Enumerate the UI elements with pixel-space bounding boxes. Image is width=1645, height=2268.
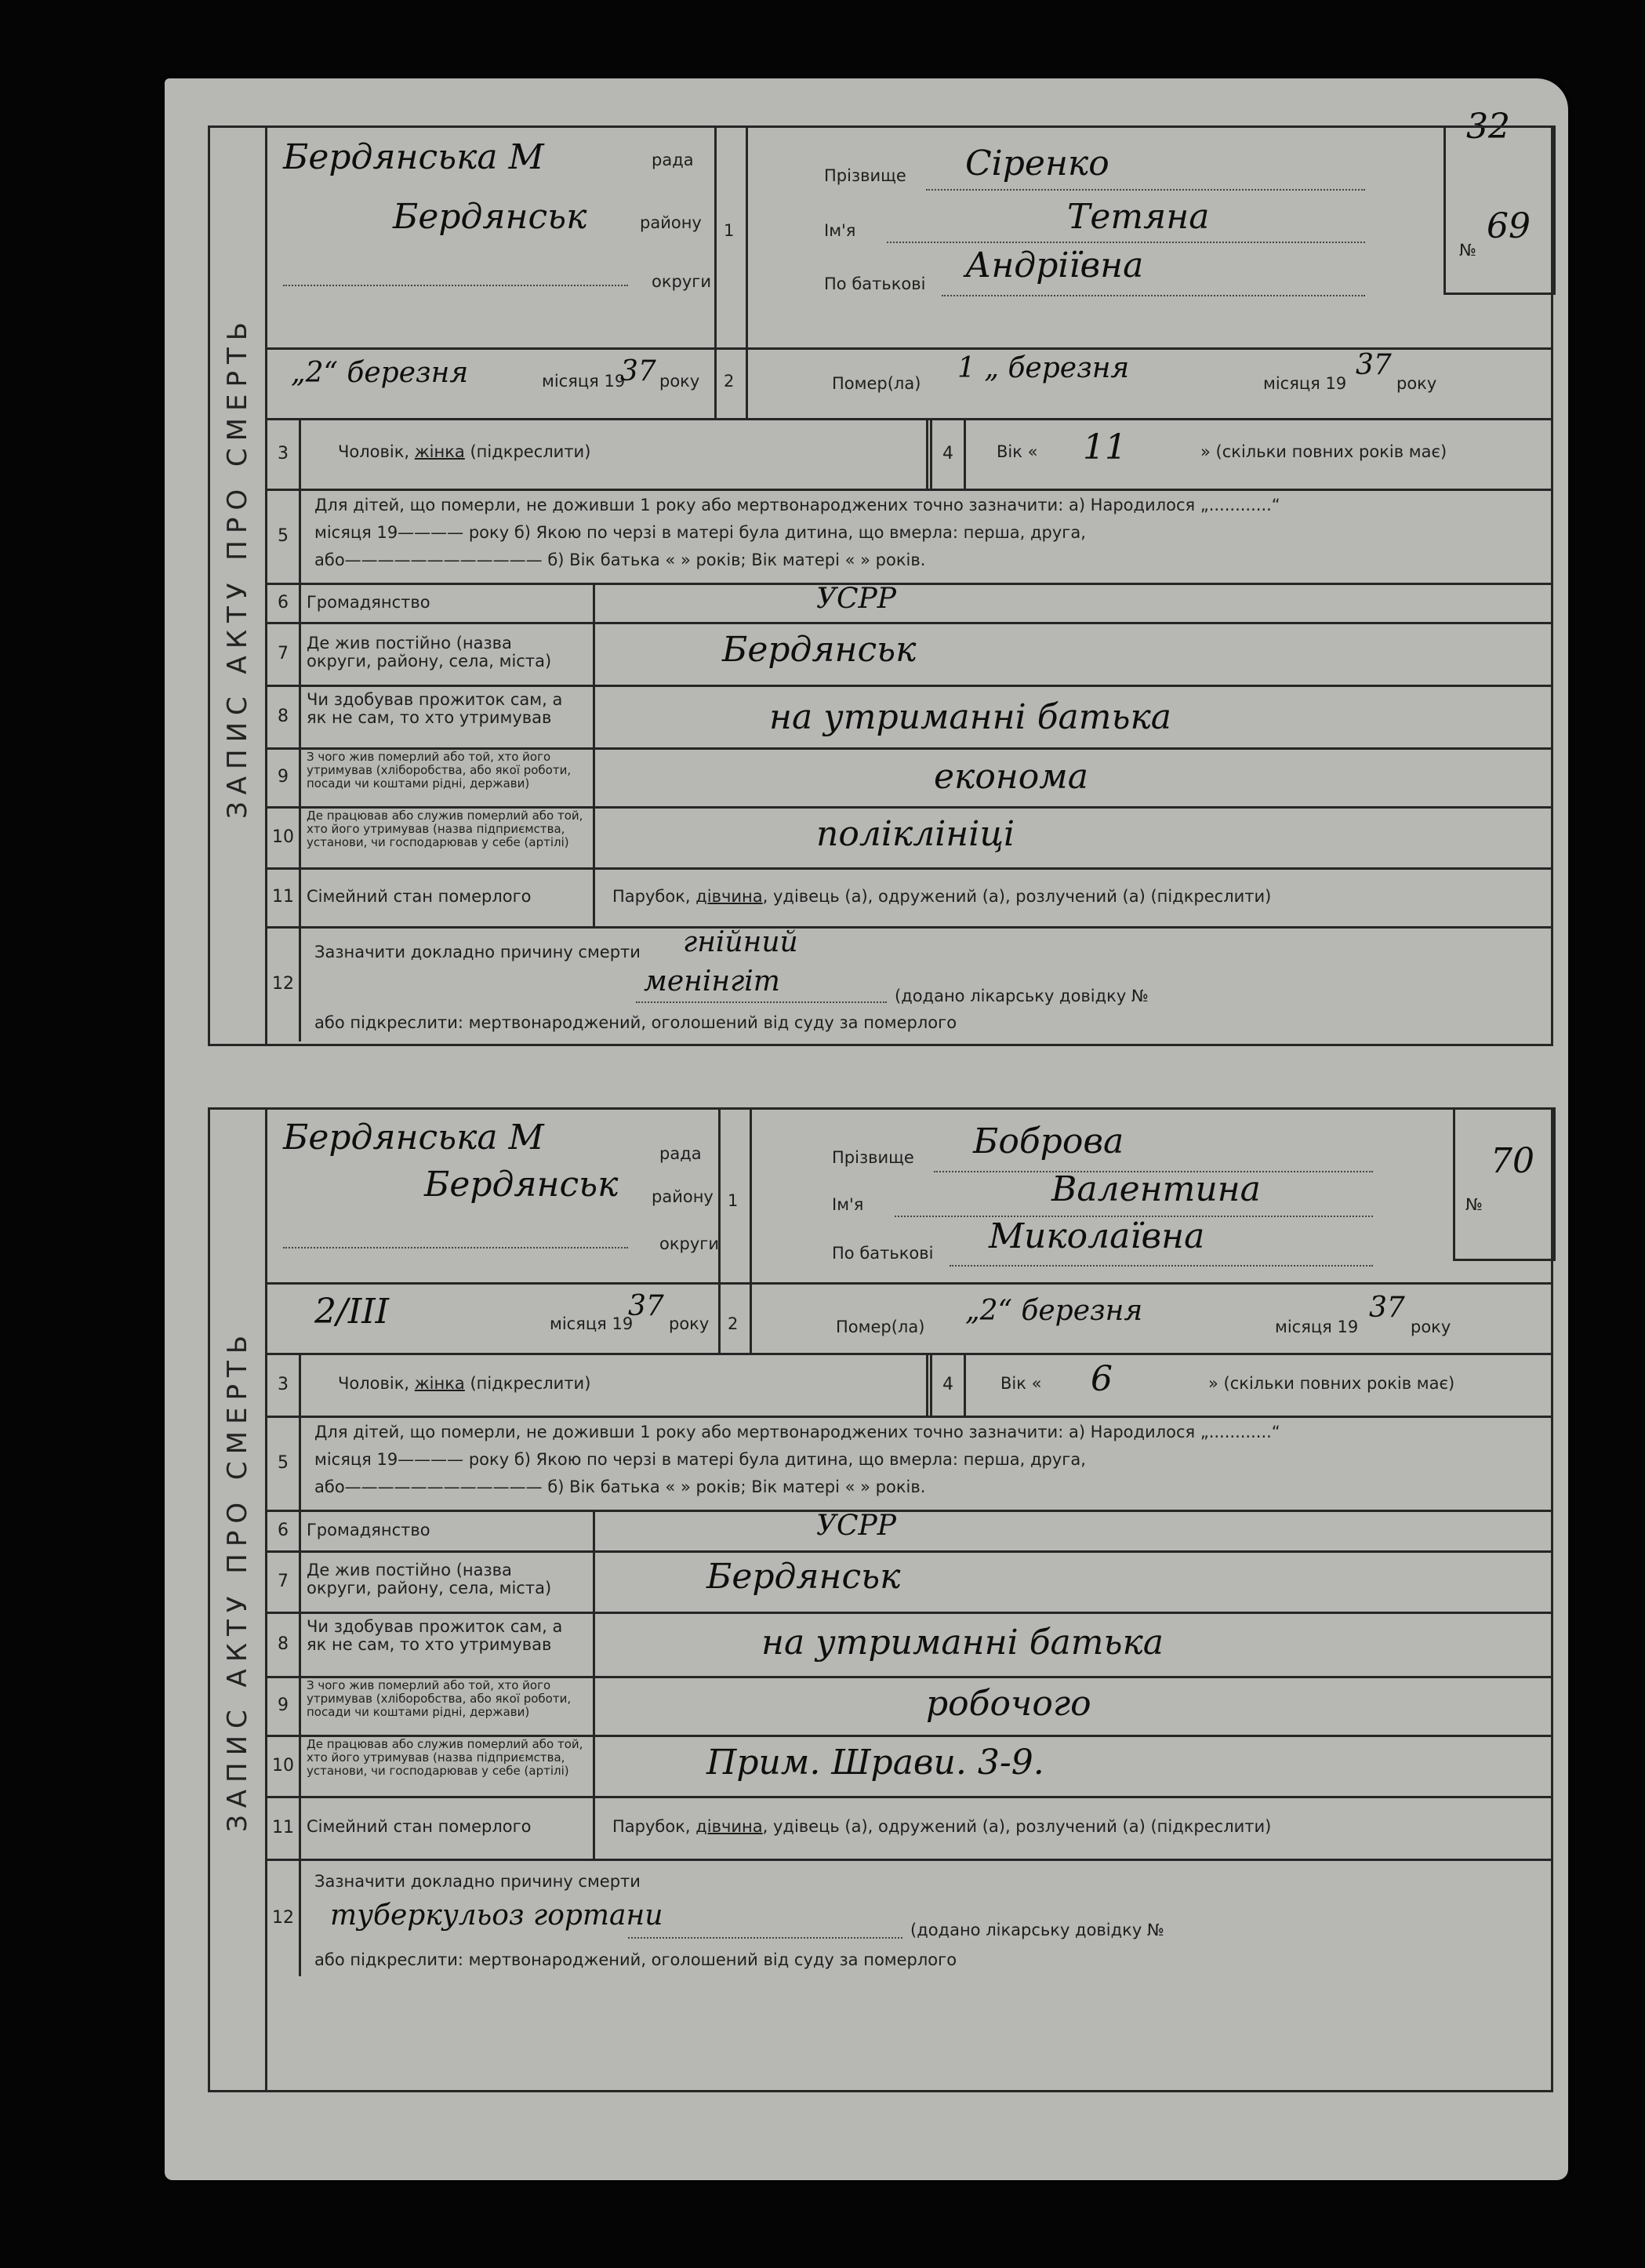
row-number-3: 3 — [267, 1353, 301, 1416]
death-month-label: місяця 19 — [1275, 1318, 1359, 1336]
marital-label: Сімейний стан померлого — [307, 887, 532, 906]
marital-label: Сімейний стан померлого — [307, 1817, 532, 1836]
side-title: ЗАПИС АКТУ ПРО СМЕРТЬ — [222, 314, 253, 820]
citizenship-value: УСРР — [816, 1510, 897, 1542]
sex-label: Чоловік, жінка (підкреслити) — [338, 442, 591, 461]
row-number-10: 10 — [267, 806, 301, 867]
row-5 — [267, 489, 1551, 585]
side-title: ЗАПИС АКТУ ПРО СМЕРТЬ — [222, 1328, 253, 1833]
pomer-label: Помер(ла) — [832, 374, 921, 393]
row-number-1: 1 — [728, 1191, 739, 1210]
infant-line-2: місяця 19———— року б) Якою по черзі в матері була дитина, що вмерла: перша, друга, — [314, 1450, 1086, 1469]
name-value: Тетяна — [1067, 197, 1210, 237]
infant-line-3: або———————————— б) Вік батька « » років; Вік матері « » років. — [314, 551, 926, 569]
name-label: Ім'я — [824, 221, 856, 240]
raion-name: Бердянськ — [393, 197, 587, 237]
okruhy-label: округи — [659, 1234, 719, 1253]
surname-label: Прізвище — [832, 1148, 914, 1167]
page-number: 32 — [1466, 107, 1510, 147]
row-12 — [267, 1859, 1551, 1976]
row-7 — [267, 1550, 1551, 1614]
row-number-11: 11 — [267, 867, 301, 926]
residence-value: Бердянськ — [722, 630, 917, 670]
row-number-9: 9 — [267, 747, 301, 806]
month-19-label: місяця 19 — [550, 1314, 634, 1333]
registration-year: 37 — [628, 1290, 664, 1322]
age-value: 11 — [1083, 427, 1127, 467]
death-record-form-1 — [208, 125, 1553, 1046]
death-year: 37 — [1369, 1292, 1405, 1324]
row-11 — [267, 867, 1551, 929]
row-9 — [267, 747, 1551, 809]
row-number-5: 5 — [267, 1416, 301, 1510]
age-note: » (скільки повних років має) — [1208, 1374, 1455, 1393]
death-date: 1 „ березня — [957, 352, 1130, 384]
age-label: Вік « — [1000, 1374, 1042, 1393]
record-number: 69 — [1487, 206, 1531, 246]
rada-label: рада — [652, 151, 694, 169]
death-year: 37 — [1356, 349, 1392, 381]
row-3-4 — [267, 418, 1551, 491]
med-cert-label: (додано лікарську довідку № — [895, 987, 1149, 1005]
row-number-4: 4 — [930, 418, 966, 489]
row-6 — [267, 1510, 1551, 1553]
surname-value: Боброва — [973, 1121, 1124, 1161]
citizenship-value: УСРР — [816, 583, 897, 615]
patronymic-value: Миколаївна — [989, 1216, 1205, 1256]
row-number-2: 2 — [724, 372, 735, 391]
row-number-11: 11 — [267, 1796, 301, 1859]
record-number: 70 — [1491, 1141, 1534, 1181]
death-date: „2“ березня — [965, 1295, 1143, 1327]
name-label: Ім'я — [832, 1195, 864, 1214]
citizenship-label: Громадянство — [307, 1521, 430, 1539]
marital-options: Парубок, дівчина, удівець (а), одружений (а), розлучений (а) (підкреслити) — [612, 887, 1272, 906]
registration-date: 2/ІІІ — [314, 1292, 389, 1332]
record-number-label: № — [1465, 1195, 1483, 1214]
row-6 — [267, 583, 1551, 624]
registration-date: „2“ березня — [291, 357, 469, 389]
row-number-6: 6 — [267, 583, 301, 622]
med-cert-label: (додано лікарську довідку № — [910, 1921, 1164, 1939]
workplace-value: поліклініці — [816, 814, 1015, 854]
support-label: Чи здобував прожиток сам, а як не сам, то хто утримував — [307, 1617, 563, 1654]
surname-label: Прізвище — [824, 166, 906, 185]
row-number-8: 8 — [267, 1612, 301, 1676]
cause-alt-label: або підкреслити: мертвонароджений, оголошений від суду за померлого — [314, 1013, 957, 1032]
row-10 — [267, 806, 1551, 870]
row-7 — [267, 622, 1551, 687]
row-number-8: 8 — [267, 685, 301, 747]
form-body — [267, 1110, 1551, 2090]
death-year-label: року — [1396, 374, 1437, 393]
row-number-1: 1 — [724, 221, 735, 240]
cause-line-2: туберкульоз гортани — [330, 1899, 663, 1932]
row-number-9: 9 — [267, 1676, 301, 1735]
cause-label: Зазначити докладно причину смерти — [314, 1872, 641, 1891]
side-title-strip — [210, 1110, 267, 2090]
row-number-2: 2 — [728, 1314, 739, 1333]
row-5 — [267, 1416, 1551, 1512]
workplace-label: Де працював або служив померлий або той, хто його утримував (назва підприємства, установи, чи господарював у себе (артілі) — [307, 809, 583, 849]
cause-alt-label: або підкреслити: мертвонароджений, оголошений від суду за померлого — [314, 1950, 957, 1969]
row-number-7: 7 — [267, 622, 301, 685]
patronymic-label: По батькові — [832, 1244, 934, 1263]
row-number-12: 12 — [267, 926, 301, 1041]
occupation-value: економа — [934, 757, 1088, 797]
residence-value: Бердянськ — [706, 1557, 901, 1597]
sex-label: Чоловік, жінка (підкреслити) — [338, 1374, 591, 1393]
age-label: Вік « — [997, 442, 1038, 461]
occupation-label: З чого жив померлий або той, хто його утримував (хліборобства, або якої роботи, посади чи коштами рідні, держави) — [307, 750, 572, 791]
infant-line-1: Для дітей, що померли, не доживши 1 року або мертвонароджених точно зазначити: а) Народилося „............“ — [314, 496, 1280, 514]
record-number-box — [1453, 1107, 1556, 1261]
cause-line-1: гнійний — [683, 926, 798, 958]
support-value: на утриманні батька — [761, 1623, 1164, 1663]
year-label: року — [659, 372, 700, 391]
occupation-value: робочого — [926, 1684, 1091, 1724]
row-10 — [267, 1735, 1551, 1798]
side-title-strip — [210, 128, 267, 1044]
infant-line-1: Для дітей, що померли, не доживши 1 року або мертвонароджених точно зазначити: а) Народилося „............“ — [314, 1423, 1280, 1441]
row-number-5: 5 — [267, 489, 301, 583]
patronymic-label: По батькові — [824, 274, 926, 293]
raion-label: району — [640, 213, 702, 232]
support-label: Чи здобував прожиток сам, а як не сам, то хто утримував — [307, 690, 563, 727]
death-month-label: місяця 19 — [1263, 374, 1347, 393]
row-number-10: 10 — [267, 1735, 301, 1796]
residence-label: Де жив постійно (назва округи, району, села, міста) — [307, 1561, 552, 1597]
marital-options: Парубок, дівчина, удівець (а), одружений (а), розлучений (а) (підкреслити) — [612, 1817, 1272, 1836]
surname-value: Сіренко — [965, 144, 1109, 184]
row-8 — [267, 1612, 1551, 1678]
row-8 — [267, 685, 1551, 750]
workplace-value: Прим. Шрави. 3-9. — [706, 1743, 1044, 1783]
month-19-label: місяця 19 — [542, 372, 626, 391]
row-3-4 — [267, 1353, 1551, 1418]
okruhy-label: округи — [652, 272, 711, 291]
rada-name: Бердянська М — [283, 1118, 544, 1158]
citizenship-label: Громадянство — [307, 593, 430, 612]
row-number-7: 7 — [267, 1550, 301, 1612]
age-value: 6 — [1091, 1359, 1113, 1399]
row-number-3: 3 — [267, 418, 301, 489]
row-12 — [267, 926, 1551, 1041]
row-number-4: 4 — [930, 1353, 966, 1416]
row-9 — [267, 1676, 1551, 1737]
raion-name: Бердянськ — [424, 1165, 619, 1205]
occupation-label: З чого жив померлий або той, хто його утримував (хліборобства, або якої роботи, посади чи коштами рідні, держави) — [307, 1678, 572, 1719]
rada-name: Бердянська М — [283, 137, 544, 177]
row-number-6: 6 — [267, 1510, 301, 1550]
record-number-label: № — [1459, 241, 1476, 260]
header-section — [267, 1110, 1551, 1355]
infant-line-2: місяця 19———— року б) Якою по черзі в матері була дитина, що вмерла: перша, друга, — [314, 523, 1086, 542]
cause-label: Зазначити докладно причину смерти — [314, 943, 641, 961]
year-label: року — [669, 1314, 710, 1333]
rada-label: рада — [659, 1144, 702, 1163]
infant-line-3: або———————————— б) Вік батька « » років; Вік матері « » років. — [314, 1477, 926, 1496]
death-year-label: року — [1411, 1318, 1451, 1336]
age-note: » (скільки повних років має) — [1200, 442, 1447, 461]
header-section — [267, 128, 1551, 420]
form-body — [267, 128, 1551, 1044]
patronymic-value: Андріївна — [965, 245, 1144, 285]
death-record-form-2 — [208, 1107, 1553, 2092]
support-value: на утриманні батька — [769, 697, 1171, 737]
pomer-label: Помер(ла) — [836, 1318, 925, 1336]
row-number-12: 12 — [267, 1859, 301, 1976]
name-value: Валентина — [1051, 1169, 1261, 1209]
residence-label: Де жив постійно (назва округи, району, села, міста) — [307, 634, 552, 671]
document-page — [165, 78, 1568, 2180]
raion-label: району — [652, 1187, 714, 1206]
cause-line-2: менінгіт — [644, 965, 780, 998]
row-11 — [267, 1796, 1551, 1861]
workplace-label: Де працював або служив померлий або той, хто його утримував (назва підприємства, установи, чи господарював у себе (артілі) — [307, 1737, 583, 1778]
registration-year: 37 — [620, 355, 656, 387]
